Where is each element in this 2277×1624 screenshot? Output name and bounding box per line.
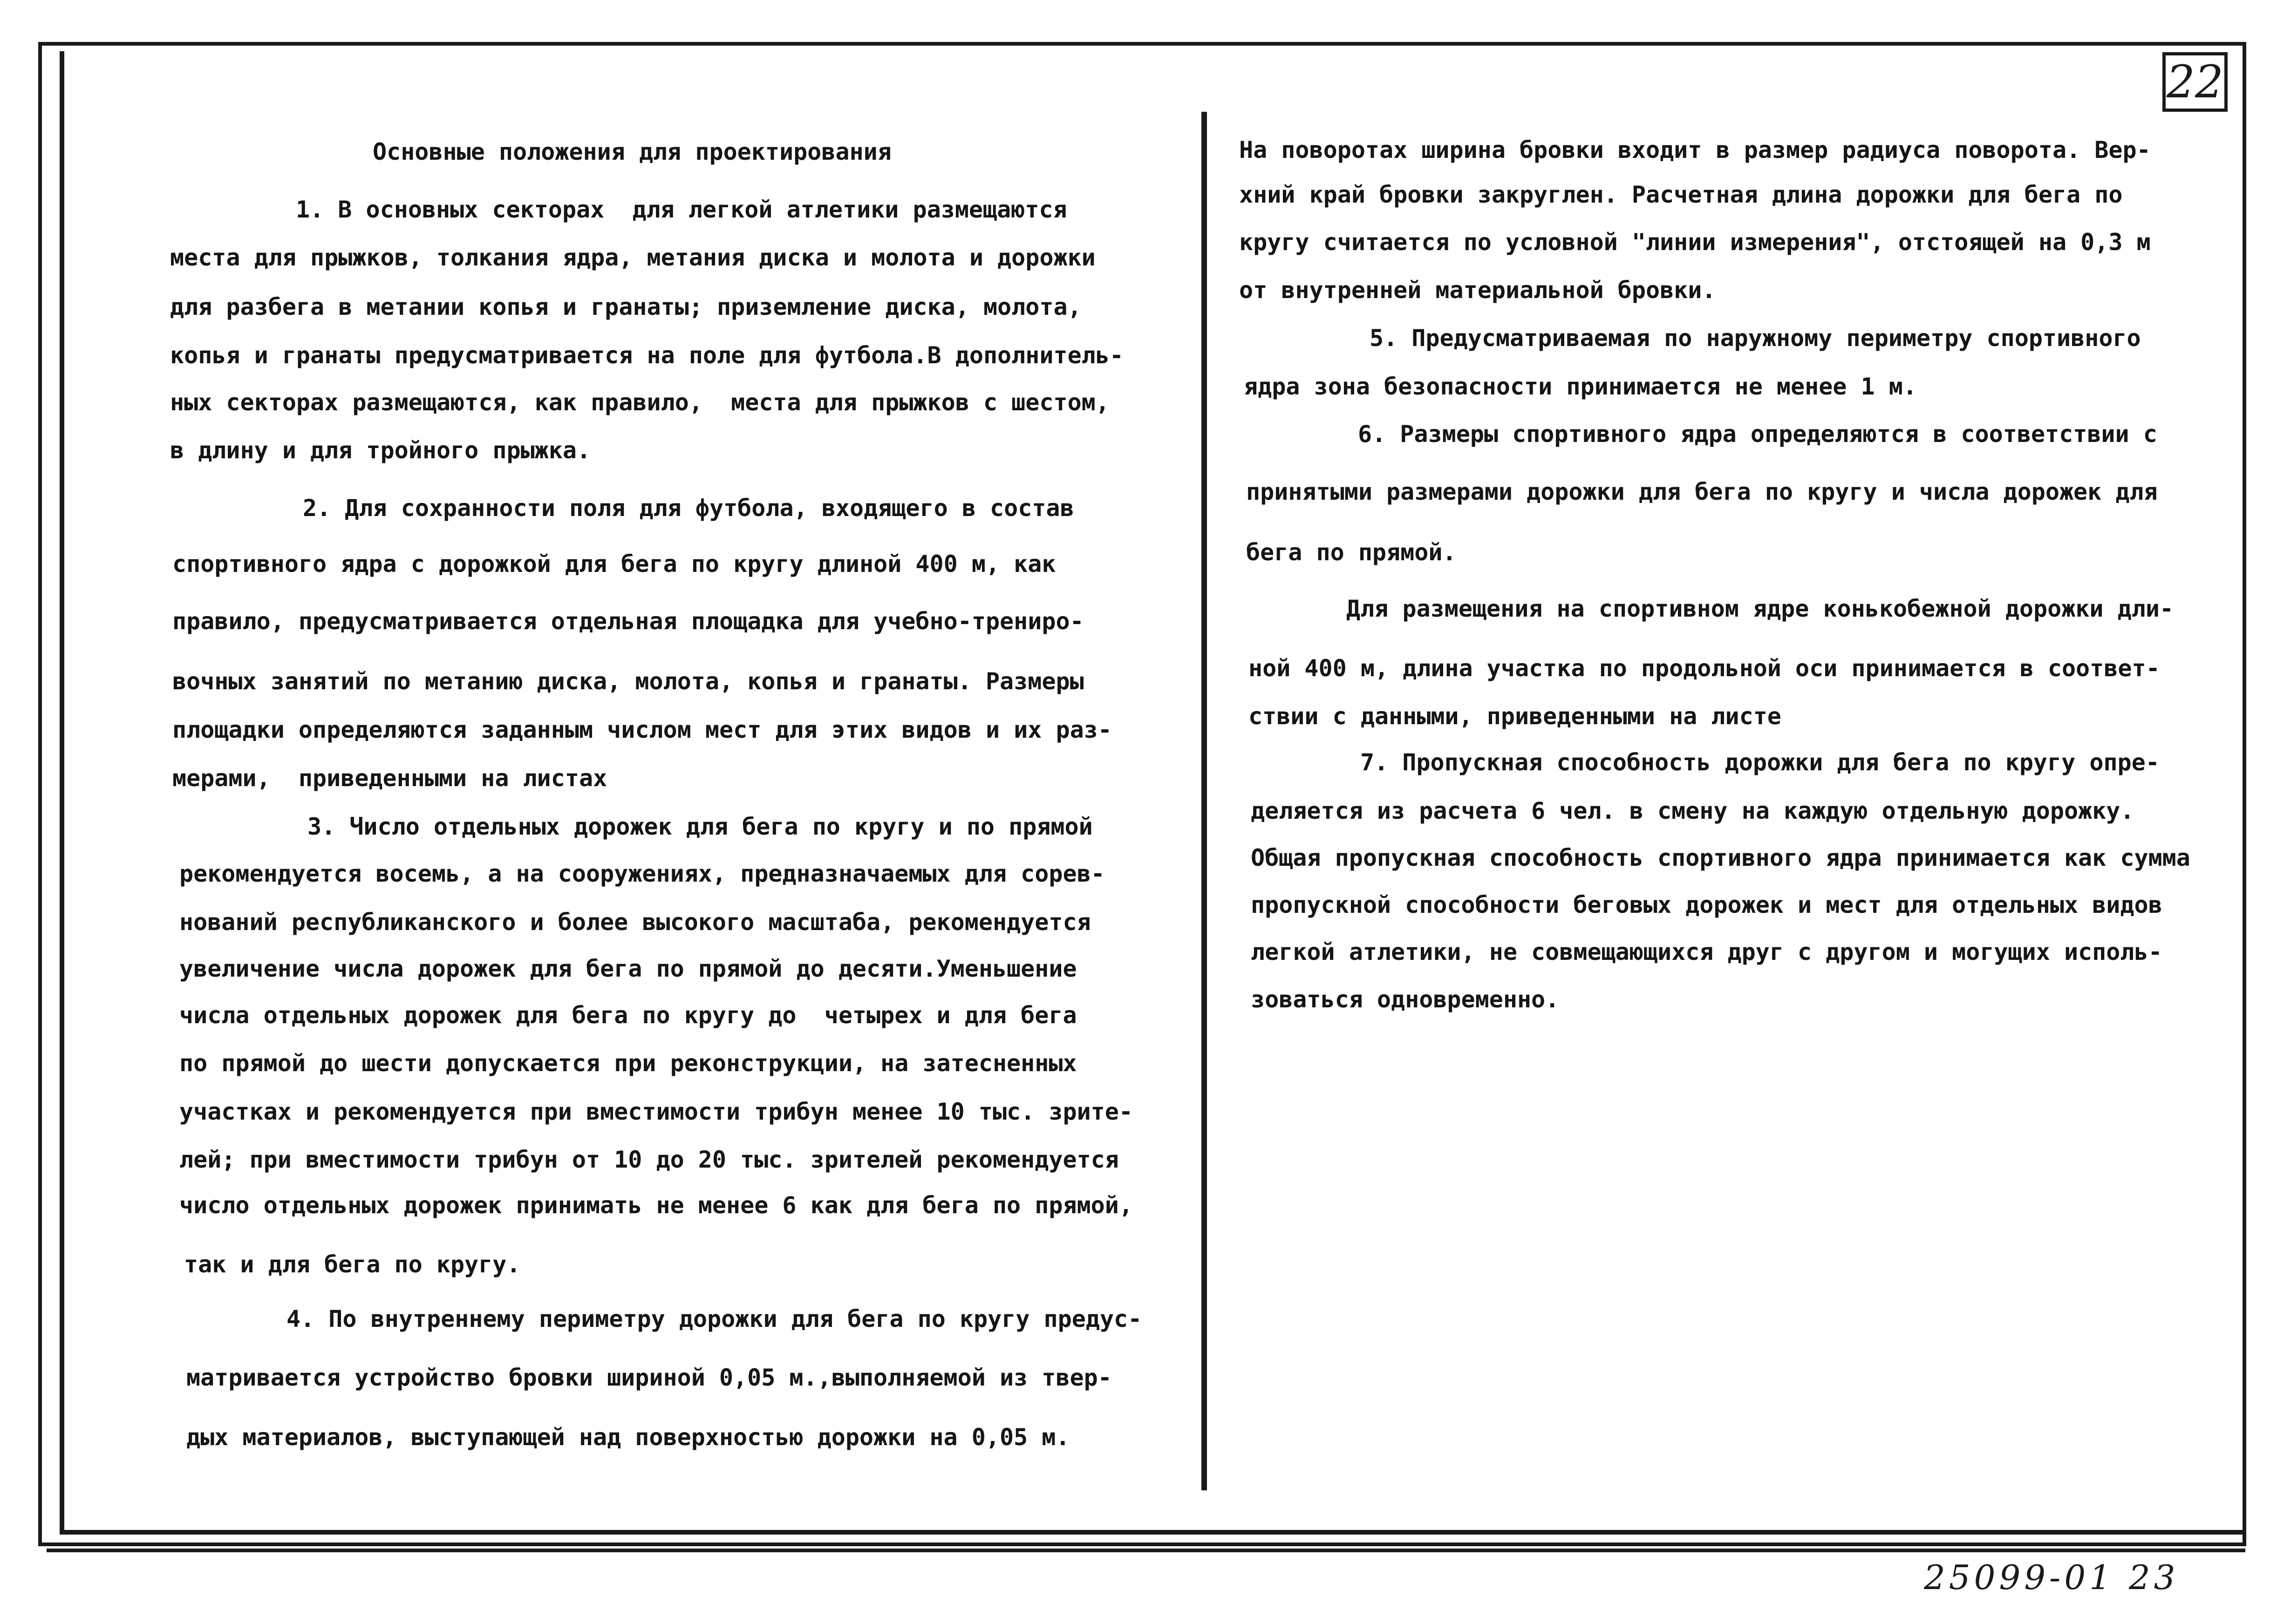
paragraph-line: 4. По внутреннему периметру дорожки для бега по кругу предус- xyxy=(286,1305,1142,1332)
paragraph-line: места для прыжков, толкания ядра, метания диска и молота и дорожки xyxy=(170,244,1096,271)
page-number: 22 xyxy=(2166,56,2224,108)
paragraph-line: 7. Пропускная способность дорожки для бега по кругу опре- xyxy=(1360,749,2160,776)
paragraph-line: по прямой до шести допускается при реконструкции, на затесненных xyxy=(179,1050,1077,1077)
paragraph-line: от внутренней материальной бровки. xyxy=(1239,277,1716,304)
paragraph-line: кругу считается по условной "линии измерения", отстоящей на 0,3 м xyxy=(1239,229,2151,256)
paragraph-line: Для размещения на спортивном ядре конькобежной дорожки дли- xyxy=(1346,595,2174,622)
paragraph-line: пропускной способности беговых дорожек и мест для отдельных видов xyxy=(1251,891,2162,918)
page-number-box xyxy=(2162,52,2228,112)
sheet-code: 25099-01 23 xyxy=(1924,1558,2179,1597)
paragraph-line: ядра зона безопасности принимается не менее 1 м. xyxy=(1244,373,1917,400)
paragraph-line: увеличение числа дорожек для бега по прямой до десяти.Уменьшение xyxy=(179,955,1077,982)
paragraph-line: дых материалов, выступающей над поверхностью дорожки на 0,05 м. xyxy=(186,1424,1070,1451)
paragraph-line: лей; при вместимости трибун от 10 до 20 тыс. зрителей рекомендуется xyxy=(179,1146,1119,1173)
paragraph-line: хний край бровки закруглен. Расчетная длина дорожки для бега по xyxy=(1239,181,2123,208)
paragraph-line: правило, предусматривается отдельная площадка для учебно-трениро- xyxy=(172,608,1084,635)
paragraph-line: легкой атлетики, не совмещающихся друг с другом и могущих исполь- xyxy=(1251,938,2162,965)
paragraph-line: вочных занятий по метанию диска, молота, копья и гранаты. Размеры xyxy=(172,668,1084,695)
paragraph-line: участках и рекомендуется при вместимости трибун менее 10 тыс. зрите- xyxy=(179,1098,1133,1125)
paragraph-line: ной 400 м, длина участка по продольной оси принимается в соответ- xyxy=(1248,655,2160,682)
paragraph-line: число отдельных дорожек принимать не менее 6 как для бега по прямой, xyxy=(179,1192,1133,1219)
paragraph-line: числа отдельных дорожек для бега по кругу до четырех и для бега xyxy=(179,1002,1077,1029)
paragraph-line: 6. Размеры спортивного ядра определяются в соответствии с xyxy=(1358,421,2157,448)
paragraph-line: 5. Предусматриваемая по наружному периметру спортивного xyxy=(1370,325,2141,352)
paragraph-line: рекомендуется восемь, а на сооружениях, предназначаемых для сорев- xyxy=(179,860,1105,887)
paragraph-line: копья и гранаты предусматривается на поле для футбола.В дополнитель- xyxy=(170,342,1124,369)
paragraph-line: деляется из расчета 6 чел. в смену на каждую отдельную дорожку. xyxy=(1251,797,2134,824)
paragraph-line: мерами, приведенными на листах xyxy=(172,765,607,792)
paragraph-line: 3. Число отдельных дорожек для бега по кругу и по прямой xyxy=(307,813,1093,840)
paragraph-line: матривается устройство бровки шириной 0,05 м.,выполняемой из твер- xyxy=(186,1364,1112,1391)
paragraph-line: 1. В основных секторах для легкой атлетики размещаются xyxy=(296,196,1067,223)
column-divider xyxy=(1201,112,1207,1490)
bottom-rule xyxy=(47,1549,2245,1552)
paragraph-line: ствии с данными, приведенными на листе xyxy=(1248,703,1781,730)
paragraph-line: в длину и для тройного прыжка. xyxy=(170,437,591,464)
paragraph-line: нований республиканского и более высокого масштаба, рекомендуется xyxy=(179,909,1091,936)
paragraph-line: ных секторах размещаются, как правило, места для прыжков с шестом, xyxy=(170,389,1110,416)
section-heading: Основные положения для проектирования xyxy=(373,138,892,165)
paragraph-line: зоваться одновременно. xyxy=(1251,986,1560,1013)
paragraph-line: спортивного ядра с дорожкой для бега по кругу длиной 400 м, как xyxy=(172,550,1056,578)
paragraph-line: 2. Для сохранности поля для футбола, входящего в состав xyxy=(303,495,1074,522)
paragraph-line: бега по прямой. xyxy=(1246,539,1457,566)
paragraph-line: для разбега в метании копья и гранаты; приземление диска, молота, xyxy=(170,293,1082,320)
paragraph-line: На поворотах ширина бровки входит в размер радиуса поворота. Вер- xyxy=(1239,136,2151,163)
paragraph-line: Общая пропускная способность спортивного ядра принимается как сумма xyxy=(1251,844,2190,871)
paragraph-line: так и для бега по кругу. xyxy=(184,1251,521,1278)
paragraph-line: площадки определяются заданным числом мест для этих видов и их раз- xyxy=(172,716,1112,743)
paragraph-line: принятыми размерами дорожки для бега по кругу и числа дорожек для xyxy=(1246,478,2158,505)
